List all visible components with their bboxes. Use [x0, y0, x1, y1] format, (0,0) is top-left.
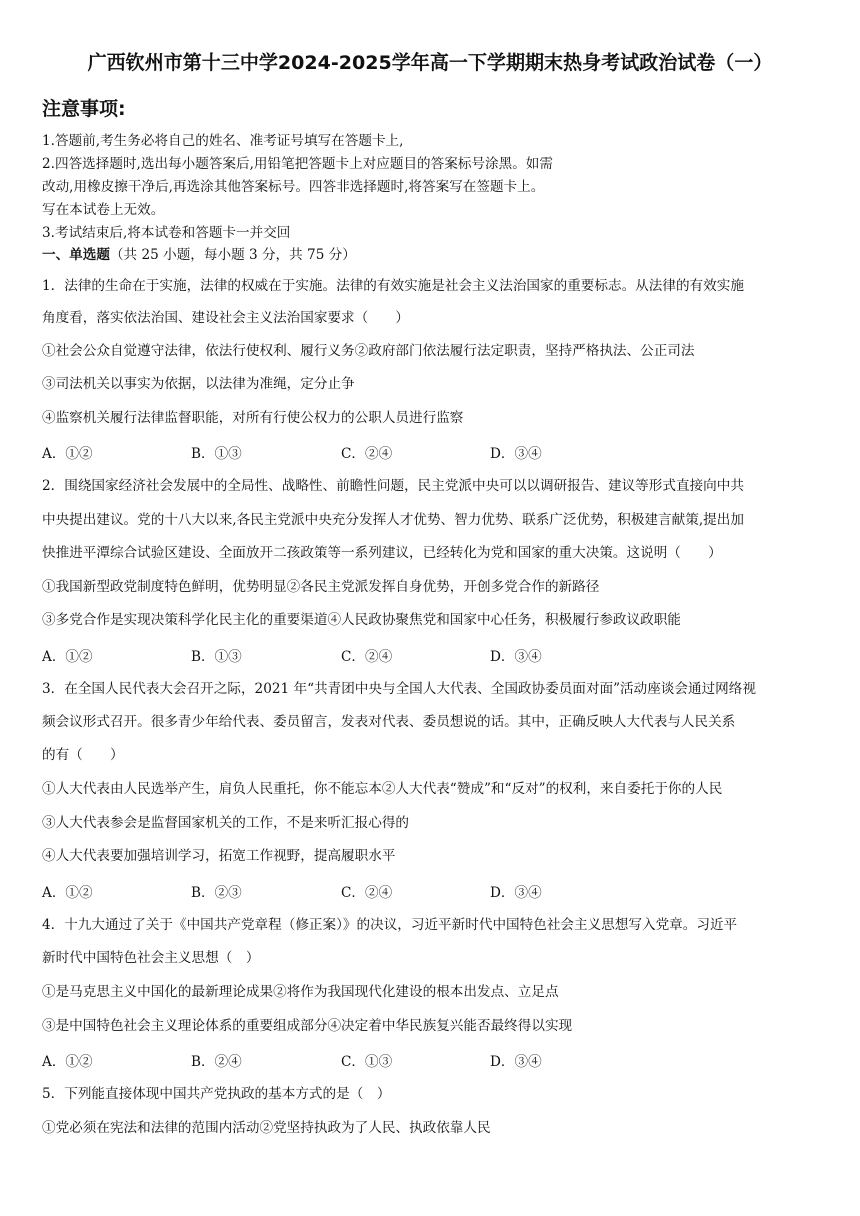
- notice-line: 改动,用橡皮擦干净后,再选涂其他答案标号。四答非选择题时,将答案写在签题卡上。: [42, 179, 545, 195]
- notice-line: 3.考试结束后,将本试卷和答题卡一并交回: [42, 225, 291, 241]
- question-line: ④监察机关履行法律监督职能，对所有行使公权力的公职人员进行监察: [42, 410, 464, 426]
- notice-line: 1.答题前,考生务必将自己的姓名、准考证号填写在答题卡上,: [42, 133, 404, 149]
- question-line: 3．在全国人民代表大会召开之际，2021 年“共青团中央与全国人大代表、全国政协委员面对面”活动座谈会通过网络视: [42, 681, 756, 697]
- question-line: ①是马克思主义中国化的最新理论成果②将作为我国现代化建设的根本出发点、立足点: [42, 984, 559, 1000]
- question-line: 新时代中国特色社会主义思想（ ）: [42, 950, 260, 966]
- question-line: 角度看，落实依法治国、建设社会主义法治国家要求（ ）: [42, 310, 410, 326]
- question-line: ④人大代表要加强培训学习，拓宽工作视野，提高履职水平: [42, 848, 396, 864]
- section-heading: [42, 245, 356, 265]
- page-title: 广西钦州市第十三中学2024-2025学年高一下学期期末热身考试政治试卷（一）: [87, 52, 773, 74]
- answer-options: [42, 442, 742, 462]
- answer-options: [42, 1050, 742, 1070]
- question-line: ①我国新型政党制度特色鲜明，优势明显②各民主党派发挥自身优势，开创多党合作的新路径: [42, 579, 600, 595]
- answer-options: [42, 881, 742, 901]
- option-b: B．①③: [191, 649, 242, 665]
- option-a: A．①②: [42, 1054, 93, 1070]
- option-b: B．②④: [191, 1054, 242, 1070]
- notice-line: 写在本试卷上无效。: [42, 202, 165, 218]
- question-line: ③人大代表参会是监督国家机关的工作，不是来听汇报心得的: [42, 815, 410, 831]
- option-d: D．③④: [490, 446, 542, 462]
- question-line: 5．下列能直接体现中国共产党执政的基本方式的是（ ）: [42, 1086, 391, 1102]
- question-line: ③多党合作是实现决策科学化民主化的重要渠道④人民政协聚焦党和国家中心任务，积极履行参政议政职能: [42, 612, 681, 628]
- question-line: ①人大代表由人民选举产生，肩负人民重托，你不能忘本②人大代表“赞成”和“反对”的权利，来自委托于你的人民: [42, 781, 723, 797]
- question-line: 的有（ ）: [42, 747, 124, 763]
- option-b: B．②③: [191, 885, 242, 901]
- option-a: A．①②: [42, 885, 93, 901]
- option-a: A．①②: [42, 649, 93, 665]
- question-line: ③是中国特色社会主义理论体系的重要组成部分④决定着中华民族复兴能否最终得以实现: [42, 1018, 573, 1034]
- option-d: D．③④: [490, 649, 542, 665]
- option-c: C．①③: [341, 1054, 393, 1070]
- question-line: 2．围绕国家经济社会发展中的全局性、战略性、前瞻性问题，民主党派中央可以以调研报告、建议等形式直接向中共: [42, 478, 744, 494]
- question-line: 4．十九大通过了关于《中国共产党章程（修正案）》的决议，习近平新时代中国特色社会主义思想写入党章。习近平: [42, 917, 738, 933]
- option-c: C．②④: [341, 885, 393, 901]
- option-b: B．①③: [191, 446, 242, 462]
- question-line: ①党必须在宪法和法律的范围内活动②党坚持执政为了人民、执政依靠人民: [42, 1120, 491, 1136]
- section-label: 一、单选题: [42, 247, 110, 263]
- option-c: C．②④: [341, 446, 393, 462]
- answer-options: [42, 645, 742, 665]
- option-d: D．③④: [490, 1054, 542, 1070]
- notice-heading: 注意事项:: [42, 98, 126, 120]
- question-line: ①社会公众自觉遵守法律，依法行使权利、履行义务②政府部门依法履行法定职责，坚持严格执法、公正司法: [42, 343, 695, 359]
- notice-line: 2.四答选择题时,选出每小题答案后,用铅笔把答题卡上对应题目的答案标号涂黑。如需: [42, 156, 553, 172]
- option-c: C．②④: [341, 649, 393, 665]
- question-line: 频会议形式召开。很多青少年给代表、委员留言，发表对代表、委员想说的话。其中，正确反映人大代表与人民关系: [42, 714, 736, 730]
- question-line: 中央提出建议。党的十八大以来,各民主党派中央充分发挥人才优势、智力优势、联系广泛优势，积极建言献策,提出加: [42, 512, 744, 528]
- section-desc: （共 25 小题，每小题 3 分，共 75 分）: [109, 247, 356, 263]
- question-line: 快推进平潭综合试验区建设、全面放开二孩政策等一系列建议，已经转化为党和国家的重大决策。这说明（ ）: [42, 545, 722, 561]
- option-a: A．①②: [42, 446, 93, 462]
- question-line: 1．法律的生命在于实施，法律的权威在于实施。法律的有效实施是社会主义法治国家的重要标志。从法律的有效实施: [42, 278, 744, 294]
- question-line: ③司法机关以事实为依据，以法律为准绳，定分止争: [42, 376, 355, 392]
- option-d: D．③④: [490, 885, 542, 901]
